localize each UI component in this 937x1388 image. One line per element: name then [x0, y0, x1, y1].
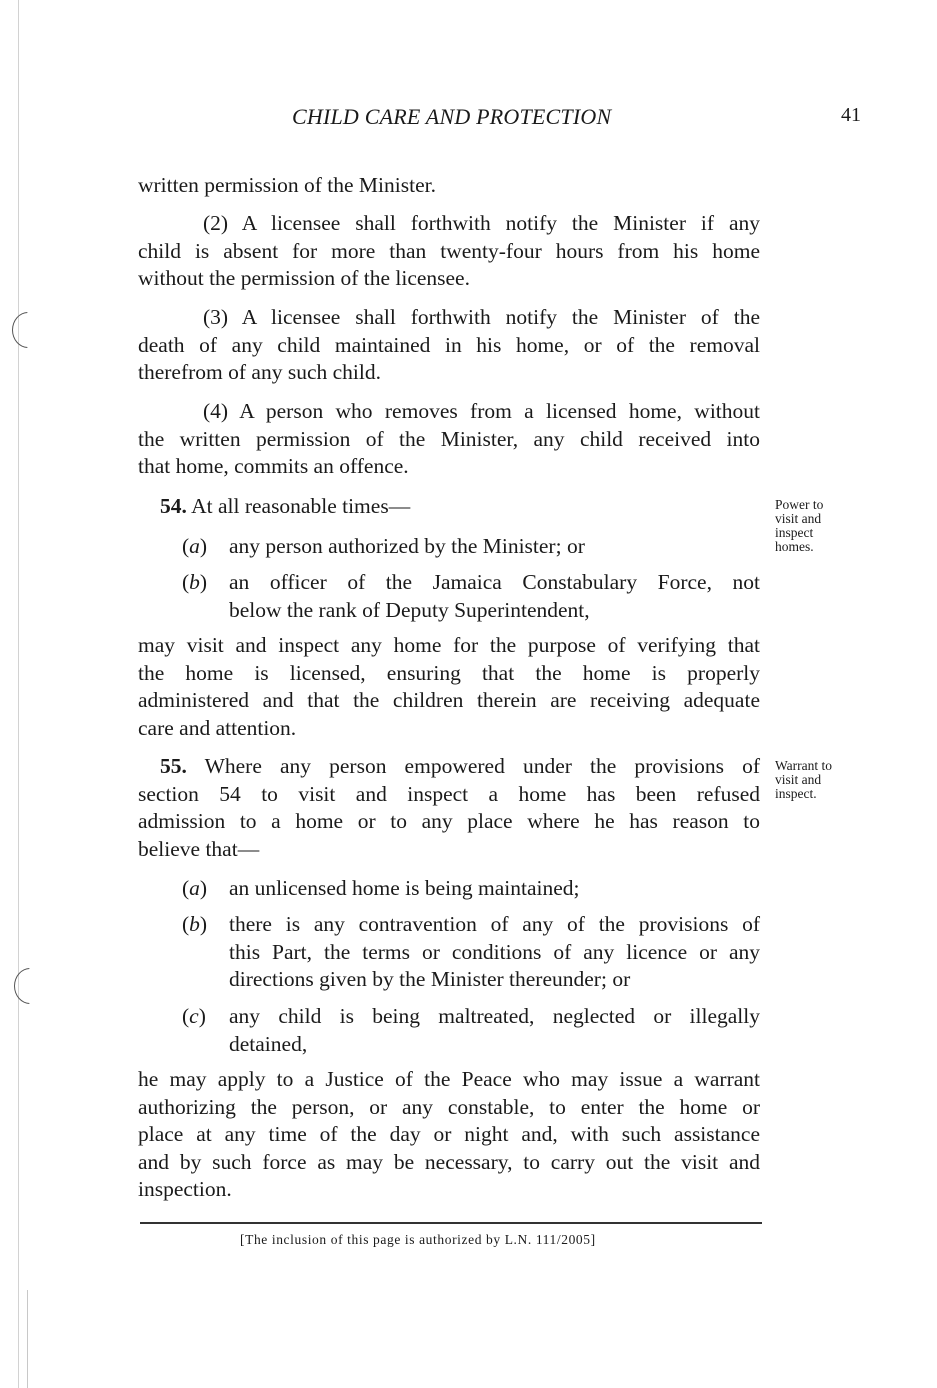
- text-line: inspection.: [138, 1177, 232, 1201]
- section-55-body: [138, 753, 760, 863]
- item-label-a: (a): [182, 876, 208, 900]
- item-label-c: (c): [182, 1004, 206, 1028]
- item-text-a: [229, 875, 760, 903]
- footer-authorization-note: [The inclusion of this page is authorized by L.N. 111/2005]: [240, 1232, 596, 1247]
- text-line: administered and that the children therein are receiving adequate: [138, 688, 760, 712]
- section-intro: At all reasonable times—: [191, 494, 411, 518]
- text-line: written permission of the Minister.: [138, 173, 436, 197]
- item-label-b: (b): [182, 570, 208, 594]
- subsection-3: [138, 304, 760, 387]
- text-line: may visit and inspect any home for the purpose of verifying that: [138, 633, 760, 657]
- section-54-tail: [138, 632, 760, 742]
- section-number: 55.: [160, 754, 187, 778]
- text-line: the written permission of the Minister, any child received into: [138, 426, 760, 451]
- text-line: an unlicensed home is being maintained;: [229, 876, 580, 900]
- text-line: [138, 753, 760, 781]
- section-number: 54.: [160, 494, 187, 518]
- text-line: therefrom of any such child.: [138, 360, 381, 384]
- section-54-heading: [160, 493, 410, 521]
- text-line: any person authorized by the Minister; or: [229, 534, 585, 558]
- text-line: below the rank of Deputy Superintendent,: [229, 597, 590, 622]
- footer-rule: [140, 1222, 762, 1224]
- text-line: that home, commits an offence.: [138, 454, 409, 478]
- subsection-2: [138, 210, 760, 293]
- page-edge-line-lower: [27, 1290, 28, 1388]
- text-line: child is absent for more than twenty-four hours from his home: [138, 238, 760, 263]
- margin-note-line: visit and: [775, 772, 822, 787]
- margin-note-line: inspect.: [775, 786, 817, 801]
- text-line: he may apply to a Justice of the Peace who may issue a warrant: [138, 1067, 760, 1091]
- text-line: (2) A licensee shall forthwith notify the Minister if any: [203, 211, 760, 235]
- margin-note-line: homes.: [775, 539, 814, 554]
- margin-note-line: Power to: [775, 497, 824, 512]
- item-text-c: [229, 1003, 760, 1058]
- text-line: an officer of the Jamaica Constabulary Force, not: [229, 570, 760, 594]
- text-line: authorizing the person, or any constable, to enter the home or: [138, 1094, 760, 1119]
- margin-note-line: Warrant to: [775, 758, 833, 773]
- punch-hole-mark: [12, 312, 44, 348]
- margin-note-section-54: [775, 498, 855, 554]
- margin-note-line: visit and: [775, 511, 822, 526]
- text-line: detained,: [229, 1031, 308, 1056]
- text-line: death of any child maintained in his home, or of the removal: [138, 332, 760, 357]
- text-line: directions given by the Minister thereunder; or: [229, 967, 631, 991]
- text-line: and by such force as may be necessary, to carry out the visit and: [138, 1149, 760, 1174]
- running-header-title: CHILD CARE AND PROTECTION: [292, 104, 612, 129]
- margin-note-line: inspect: [775, 525, 814, 540]
- text-line: there is any contravention of any of the provisions of: [229, 912, 760, 936]
- text-line: section 54 to visit and inspect a home has been refused: [138, 781, 760, 806]
- subsection-4: [138, 398, 760, 481]
- text-line: care and attention.: [138, 715, 297, 740]
- text-line: without the permission of the licensee.: [138, 266, 470, 290]
- text-line-content: Where any person empowered under the provisions of: [204, 754, 760, 778]
- item-text-b: [229, 911, 760, 994]
- page-number: 41: [841, 104, 861, 126]
- item-label-a: (a): [182, 534, 208, 558]
- page-edge-line: [18, 0, 19, 1388]
- margin-note-section-55: [775, 759, 855, 801]
- text-line: admission to a home or to any place where he has reason to: [138, 809, 760, 833]
- text-line: this Part, the terms or conditions of any licence or any: [229, 939, 760, 964]
- text-line: place at any time of the day or night and, with such assistance: [138, 1122, 760, 1146]
- section-55-tail: [138, 1066, 760, 1204]
- item-label-b: (b): [182, 912, 208, 936]
- punch-hole-mark: [14, 968, 46, 1004]
- text-line: any child is being maltreated, neglected or illegally: [229, 1004, 760, 1028]
- text-line: (3) A licensee shall forthwith notify the Minister of the: [203, 305, 760, 329]
- text-line: (4) A person who removes from a licensed home, without: [203, 399, 760, 423]
- item-text-a: [229, 533, 760, 561]
- paragraph-continuation: [138, 172, 760, 200]
- text-line: the home is licensed, ensuring that the home is properly: [138, 660, 760, 685]
- item-text-b: [229, 569, 760, 624]
- text-line: believe that—: [138, 836, 260, 861]
